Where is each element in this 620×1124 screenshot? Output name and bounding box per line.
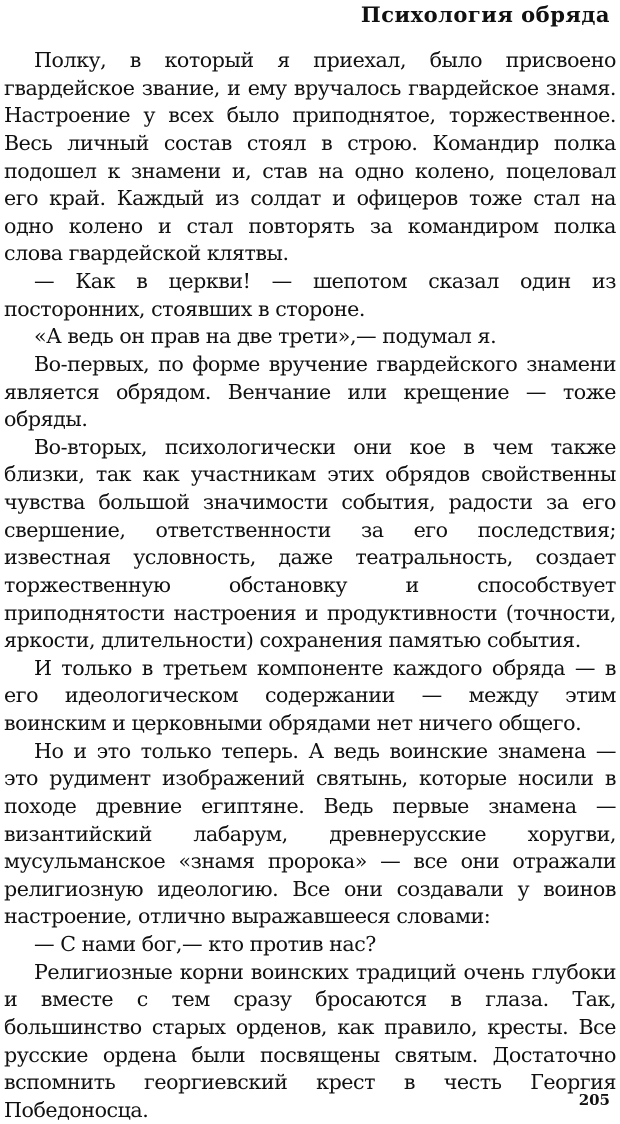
paragraph: Религиозные корни воинских традиций очень глубоки и вместе с тем сразу бросаются в глаза. Так, большинство старых орденов, как правило, кресты. Все русские ордена были посвящены святым. Достаточно вспомнить георгиевский крест в честь Георгия Победоносца.	[4, 959, 616, 1122]
paragraph: И только в третьем компоненте каждого обряда — в его идеологическом содержании — между этим воинским и церковными обрядами нет ничего общего.	[4, 655, 616, 735]
paragraph: Но и это только теперь. А ведь воинские знамена — это рудимент изображений святынь, которые носили в походе древние египтяне. Ведь первые знамена — византийский лабарум, древнерусские хоругви, мусульманское «знамя пророка» — все они отражали религиозную идеологию. Все они создавали у воинов настроение, отлично выражавшееся словами:	[4, 738, 616, 929]
paragraph: — С нами бог,— кто против нас?	[34, 932, 376, 956]
paragraph: «А ведь он прав на две трети»,— подумал я.	[34, 324, 497, 349]
running-title: Психология обряда	[360, 2, 610, 27]
page-number: 205	[578, 1091, 610, 1109]
paragraph: Полку, в который я приехал, было присвоено гвардейское звание, и ему вручалось гвардейское знамя. Настроение у всех было приподнятое, торжественное. Весь личный состав стоял в строю. Командир полка подошел к знамени и, став на одно колено, поцеловал его край. Каждый из солдат и офицеров тоже стал на одно колено и стал повторять за командиром полка слова гвардейской клятвы.	[4, 48, 616, 266]
paragraph: — Как в церкви! — шепотом сказал один из посторонних, стоявших в стороне.	[4, 269, 616, 321]
paragraph: Во-первых, по форме вручение гвардейского знамени является обрядом. Венчание или крещение — тоже обряды.	[4, 351, 616, 432]
paragraph: Во-вторых, психологически они кое в чем также близки, так как участникам этих обрядов свойственны чувства большой значимости события, радости за его свершение, ответственности за его последствия; известная условность, даже театральность, создает торжественную обстановку и способствует приподнятости настроения и продуктивности (точности, яркости, длительности) сохранения памятью события.	[4, 434, 616, 653]
body-text	[4, 47, 616, 1124]
